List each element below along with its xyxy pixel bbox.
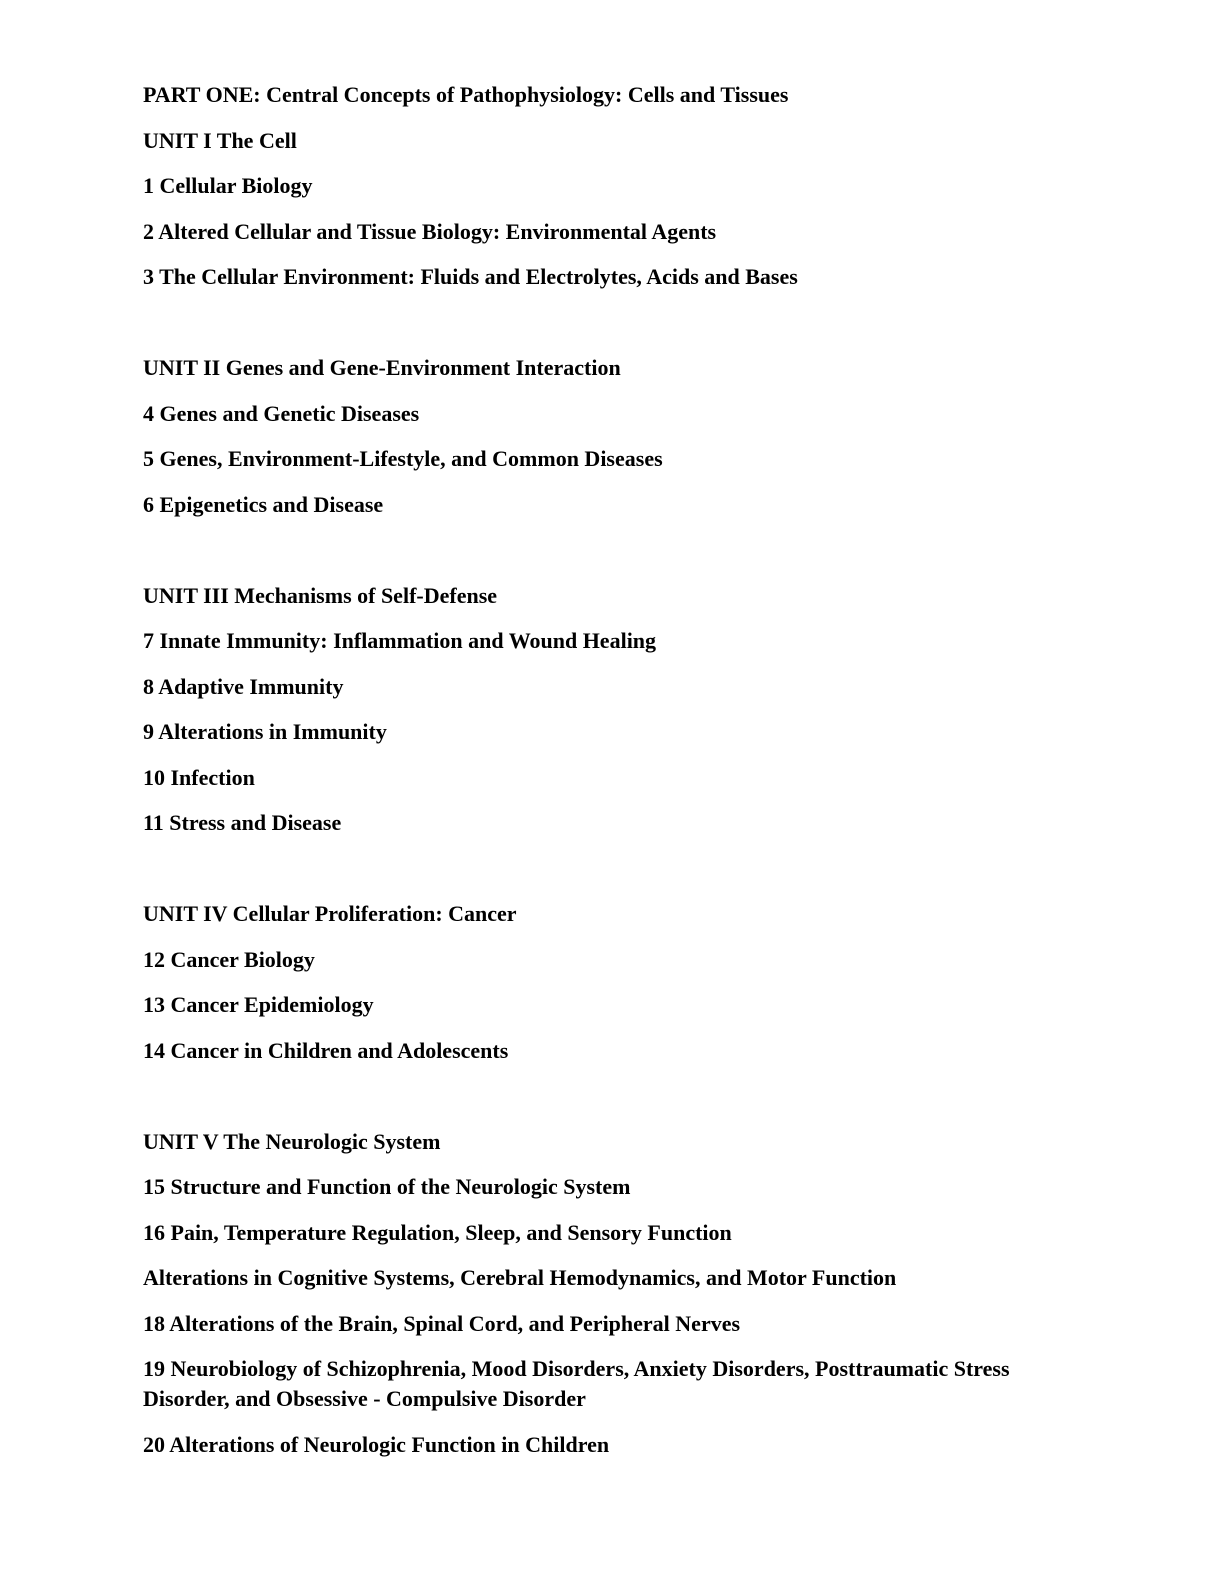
chapter-item: 3 The Cellular Environment: Fluids and Electrolytes, Acids and Bases — [143, 264, 798, 289]
unit-title: UNIT IV Cellular Proliferation: Cancer — [143, 901, 517, 926]
section-gap — [143, 1081, 1093, 1127]
chapter-item: 18 Alterations of the Brain, Spinal Cord, and Peripheral Nerves — [143, 1310, 741, 1336]
chapter-item: 12 Cancer Biology — [143, 946, 315, 972]
section-gap — [143, 854, 1093, 900]
chapter-item: 14 Cancer in Children and Adolescents — [143, 1037, 509, 1063]
unit-title: UNIT II Genes and Gene-Environment Interaction — [143, 355, 621, 380]
chapter-item: 6 Epigenetics and Disease — [143, 491, 384, 517]
section-gap — [143, 308, 1093, 354]
unit-title: UNIT III Mechanisms of Self-Defense — [143, 582, 498, 608]
unit-title: UNIT V The Neurologic System — [143, 1128, 441, 1154]
unit-title: UNIT I The Cell — [143, 127, 297, 153]
chapter-item: 4 Genes and Genetic Diseases — [143, 400, 420, 426]
chapter-item: 20 Alterations of Neurologic Function in Children — [143, 1431, 610, 1457]
chapter-item: 7 Innate Immunity: Inflammation and Wound Healing — [143, 628, 657, 653]
document-page — [143, 80, 1093, 1475]
chapter-item: 19 Neurobiology of Schizophrenia, Mood Disorders, Anxiety Disorders, Posttraumatic Stress Disorder, and Obsessive - Compulsive Disorder — [143, 1356, 1010, 1411]
chapter-item: 15 Structure and Function of the Neurologic System — [143, 1174, 631, 1199]
chapter-item: 13 Cancer Epidemiology — [143, 992, 374, 1017]
chapter-item: 1 Cellular Biology — [143, 173, 313, 198]
chapter-item: Alterations in Cognitive Systems, Cerebral Hemodynamics, and Motor Function — [143, 1265, 897, 1290]
chapter-item: 8 Adaptive Immunity — [143, 673, 344, 699]
chapter-item: 9 Alterations in Immunity — [143, 719, 387, 744]
section-gap — [143, 535, 1093, 581]
chapter-item: 2 Altered Cellular and Tissue Biology: Environmental Agents — [143, 218, 717, 244]
chapter-item: 16 Pain, Temperature Regulation, Sleep, and Sensory Function — [143, 1219, 732, 1245]
chapter-item: 10 Infection — [143, 764, 255, 790]
chapter-item: 11 Stress and Disease — [143, 810, 342, 835]
part-title: PART ONE: Central Concepts of Pathophysiology: Cells and Tissues — [143, 82, 789, 107]
chapter-item: 5 Genes, Environment-Lifestyle, and Common Diseases — [143, 446, 663, 471]
